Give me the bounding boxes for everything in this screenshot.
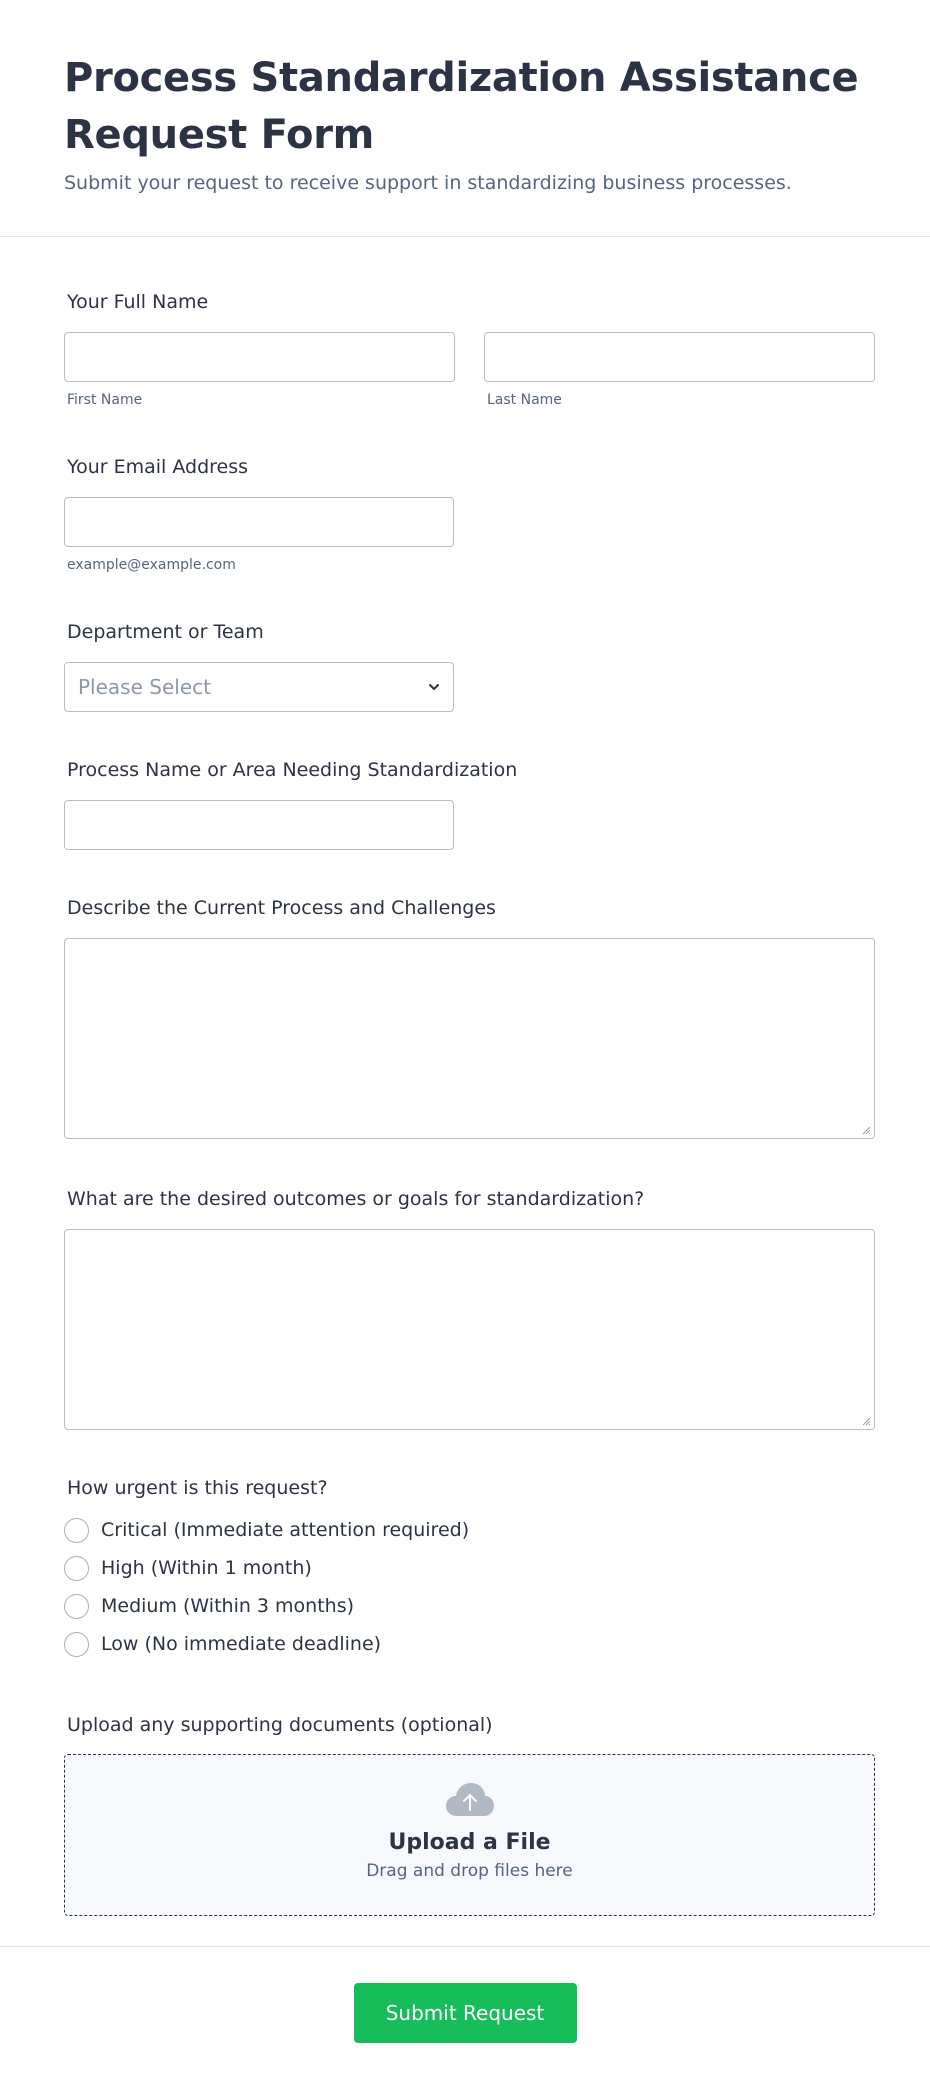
radio-button[interactable]: [64, 1594, 89, 1619]
first-name-input[interactable]: [64, 332, 455, 382]
file-upload-dropzone[interactable]: [64, 1754, 875, 1916]
department-selected-value: Please Select: [78, 675, 211, 699]
last-name-sublabel: Last Name: [487, 392, 562, 408]
department-label: Department or Team: [67, 621, 264, 643]
form-header: [0, 0, 930, 237]
current-process-textarea[interactable]: [64, 938, 875, 1139]
current-process-field: [64, 895, 876, 1139]
upload-title: Upload a File: [388, 1830, 551, 1855]
department-field: [64, 619, 876, 712]
urgency-option-label: High (Within 1 month): [101, 1557, 312, 1579]
first-name-sublabel: First Name: [67, 392, 143, 408]
radio-button[interactable]: [64, 1556, 89, 1581]
urgency-option-low[interactable]: [64, 1625, 876, 1663]
email-sublabel: example@example.com: [67, 557, 236, 573]
urgency-label: How urgent is this request?: [67, 1477, 328, 1499]
first-name-column: [64, 332, 455, 409]
chevron-down-icon: [427, 680, 441, 694]
desired-outcomes-label: What are the desired outcomes or goals for standardization?: [67, 1188, 645, 1210]
form-title: Process Standardization Assistance Request Form: [64, 55, 859, 158]
upload-label: Upload any supporting documents (optional): [67, 1714, 493, 1736]
full-name-label: Your Full Name: [67, 291, 209, 313]
upload-field: [64, 1712, 876, 1916]
email-label: Your Email Address: [67, 456, 249, 478]
email-field: [64, 454, 876, 574]
form-body: [0, 289, 930, 1916]
upload-hint: Drag and drop files here: [366, 1861, 573, 1881]
desired-outcomes-field: [64, 1186, 876, 1430]
last-name-input[interactable]: [484, 332, 875, 382]
process-name-label: Process Name or Area Needing Standardization: [67, 759, 518, 781]
urgency-option-label: Low (No immediate deadline): [101, 1633, 382, 1655]
radio-button[interactable]: [64, 1632, 89, 1657]
full-name-row: [64, 332, 876, 409]
full-name-field: [64, 289, 876, 409]
urgency-option-medium[interactable]: [64, 1587, 876, 1625]
urgency-option-label: Critical (Immediate attention required): [101, 1519, 470, 1541]
current-process-label: Describe the Current Process and Challenges: [67, 897, 496, 919]
email-input[interactable]: [64, 497, 454, 547]
form-footer: [0, 1946, 930, 2097]
process-name-field: [64, 757, 876, 850]
desired-outcomes-textarea[interactable]: [64, 1229, 875, 1430]
urgency-option-high[interactable]: [64, 1549, 876, 1587]
resize-grip-icon[interactable]: [862, 1417, 871, 1426]
urgency-option-critical[interactable]: [64, 1511, 876, 1549]
urgency-field: [64, 1475, 876, 1663]
cloud-upload-icon: [445, 1782, 495, 1818]
urgency-option-label: Medium (Within 3 months): [101, 1595, 355, 1617]
radio-button[interactable]: [64, 1518, 89, 1543]
urgency-options: [64, 1511, 876, 1663]
resize-grip-icon[interactable]: [862, 1126, 871, 1135]
process-name-input[interactable]: [64, 800, 454, 850]
submit-button[interactable]: Submit Request: [354, 1983, 577, 2043]
department-select[interactable]: [64, 662, 454, 712]
form-subtitle: Submit your request to receive support in standardizing business processes.: [64, 172, 792, 194]
last-name-column: [484, 332, 875, 409]
